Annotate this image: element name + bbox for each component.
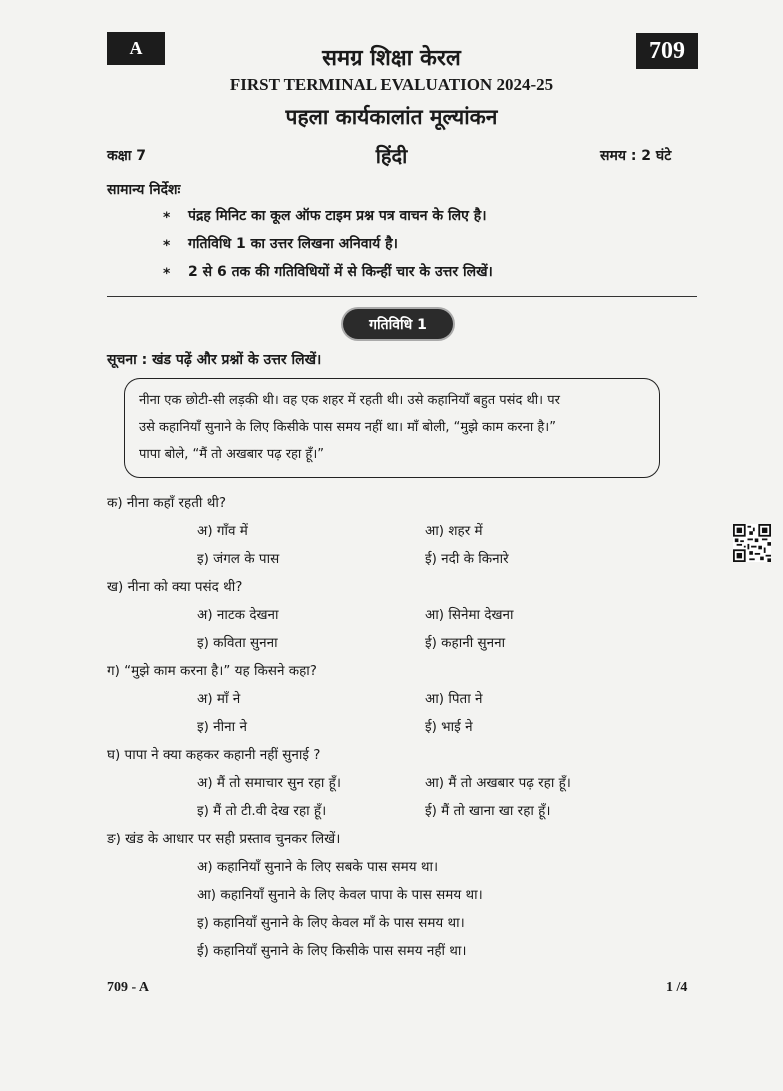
org-title: समग्र शिक्षा केरल	[322, 46, 461, 71]
question: ङ) खंड के आधार पर सही प्रस्ताव चुनकर लिखें।	[107, 831, 341, 847]
option: आ) पिता ने	[425, 691, 483, 707]
option: ई) कहानी सुनना	[425, 635, 506, 651]
footer-code: 709 - A	[107, 980, 149, 995]
exam-title-hindi: पहला कार्यकालांत मूल्यांकन	[285, 105, 498, 129]
question: ग) “मुझे काम करना है।” यह किसने कहा?	[107, 663, 317, 679]
option: आ) सिनेमा देखना	[425, 607, 514, 623]
option: ई) मैं तो खाना खा रहा हूँ।	[425, 803, 551, 819]
option: इ) नीना ने	[197, 719, 247, 735]
question: घ) पापा ने क्या कहकर कहानी नहीं सुनाई ?	[107, 747, 321, 763]
option: इ) जंगल के पास	[197, 551, 280, 567]
set-badge: A	[107, 32, 165, 65]
question: क) नीना कहाँ रहती थी?	[107, 495, 226, 511]
instruction-item: पंद्रह मिनिट का कूल ऑफ टाइम प्रश्न पत्र वाचन के लिए है।	[188, 208, 487, 224]
option: इ) मैं तो टी.वी देख रहा हूँ।	[197, 803, 327, 819]
instruction-bullet: *	[163, 210, 171, 226]
activity-notice: सूचना : खंड पढ़ें और प्रश्नों के उत्तर लिखें।	[107, 352, 322, 368]
option: आ) कहानियाँ सुनाने के लिए केवल पापा के पास समय था।	[197, 887, 483, 903]
activity-label: गतिविधि 1	[343, 309, 453, 339]
paper-code-badge: 709	[636, 33, 698, 69]
qr-code-icon	[733, 524, 771, 562]
option: अ) मैं तो समाचार सुन रहा हूँ।	[197, 775, 341, 791]
instruction-item: 2 से 6 तक की गतिविधियों में से किन्हीं चार के उत्तर लिखें।	[188, 264, 493, 280]
passage-line: नीना एक छोटी-सी लड़की थी। वह एक शहर में रहती थी। उसे कहानियाँ बहुत पसंद थी। पर	[139, 393, 560, 408]
passage-box	[124, 378, 660, 478]
exam-title: FIRST TERMINAL EVALUATION 2024-25	[229, 75, 554, 94]
subject-title: हिंदी	[375, 144, 408, 168]
instruction-bullet: *	[163, 266, 171, 282]
option: आ) शहर में	[425, 523, 483, 539]
page-number: 1 /4	[666, 980, 688, 995]
instruction-item: गतिविधि 1 का उत्तर लिखना अनिवार्य है।	[188, 236, 398, 252]
instruction-bullet: *	[163, 238, 171, 254]
time-label: समय : 2 घंटे	[600, 148, 672, 164]
option: आ) मैं तो अखबार पढ़ रहा हूँ।	[425, 775, 571, 791]
option: इ) कविता सुनना	[197, 635, 278, 651]
passage-line: पापा बोले, “मैं तो अखबार पढ़ रहा हूँ।”	[139, 447, 324, 462]
option: ई) भाई ने	[425, 719, 473, 735]
divider	[107, 296, 697, 297]
option: अ) कहानियाँ सुनाने के लिए सबके पास समय था।	[197, 859, 439, 875]
class-label: कक्षा 7	[107, 148, 147, 164]
passage-line: उसे कहानियाँ सुनाने के लिए किसीके पास समय नहीं था। माँ बोली, “मुझे काम करना है।”	[139, 420, 556, 435]
option: अ) गाँव में	[197, 523, 248, 539]
option: अ) माँ ने	[197, 691, 241, 707]
instructions-heading: सामान्य निर्देशः	[107, 182, 181, 198]
option: अ) नाटक देखना	[197, 607, 279, 623]
option: ई) नदी के किनारे	[425, 551, 509, 567]
option: ई) कहानियाँ सुनाने के लिए किसीके पास समय नहीं था।	[197, 943, 467, 959]
option: इ) कहानियाँ सुनाने के लिए केवल माँ के पास समय था।	[197, 915, 465, 931]
question: ख) नीना को क्या पसंद थी?	[107, 579, 243, 595]
